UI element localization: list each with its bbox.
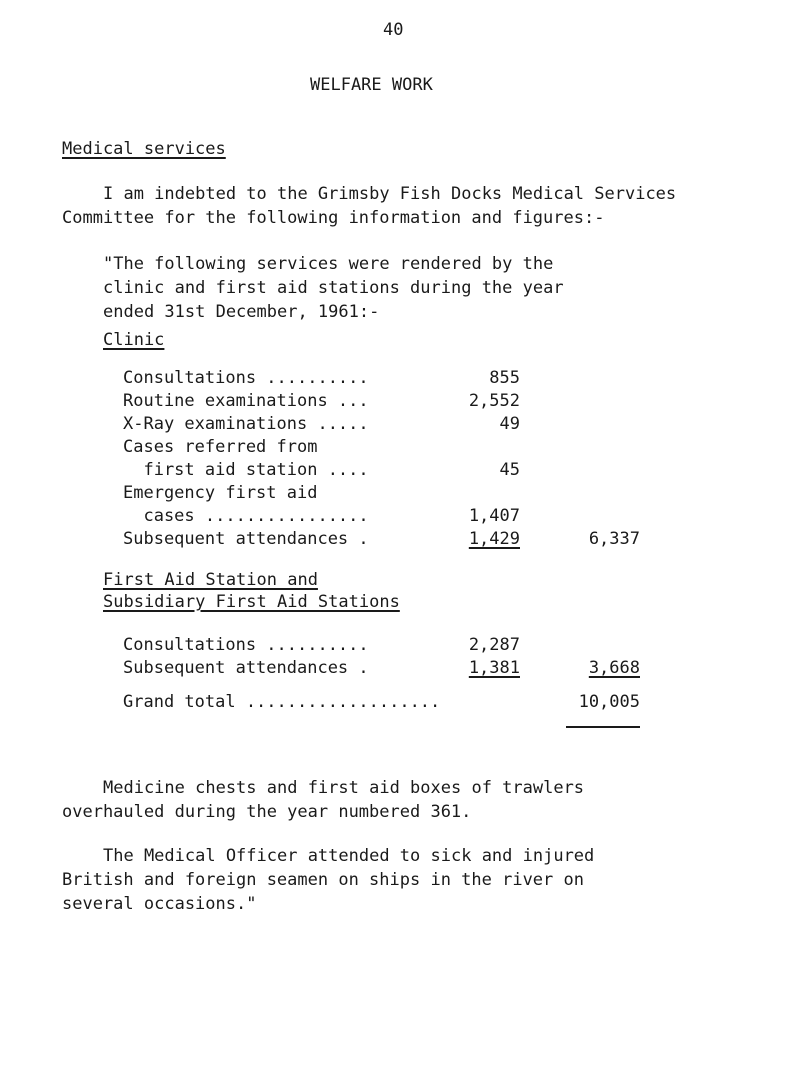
closing-line: The Medical Officer attended to sick and injured	[103, 846, 595, 866]
table-row-label: Consultations ..........	[123, 368, 369, 388]
section-title: Medical services	[62, 139, 226, 159]
clinic-title: Clinic	[103, 330, 165, 350]
table-row-value: 2,552	[468, 391, 520, 411]
table-row-label: Emergency first aid	[123, 483, 318, 503]
quote-line: ended 31st December, 1961:-	[103, 302, 380, 322]
grand-total-label: Grand total ...................	[123, 692, 441, 712]
intro-line: I am indebted to the Grimsby Fish Docks Medical Services	[103, 184, 677, 204]
closing-line: British and foreign seamen on ships in the river on	[62, 870, 584, 890]
grand-total-value: 10,005	[578, 692, 640, 712]
quote-line: clinic and first aid stations during the year	[103, 278, 564, 298]
first-aid-total: 3,668	[588, 658, 640, 678]
table-row-value: 45	[499, 460, 520, 480]
closing-line: overhauled during the year numbered 361.	[62, 802, 472, 822]
page-number: 40	[383, 20, 404, 40]
clinic-total: 6,337	[588, 529, 640, 549]
closing-line: several occasions."	[62, 894, 257, 914]
table-row-label: Cases referred from	[123, 437, 318, 457]
table-row-value: 1,407	[468, 506, 520, 526]
table-row-label: Subsequent attendances .	[123, 658, 369, 678]
table-row-value: 1,381	[468, 658, 520, 678]
first-aid-title: Subsidiary First Aid Stations	[103, 592, 400, 612]
table-row-label: Subsequent attendances .	[123, 529, 369, 549]
table-row-label: X-Ray examinations .....	[123, 414, 369, 434]
closing-line: Medicine chests and first aid boxes of trawlers	[103, 778, 585, 798]
intro-line: Committee for the following information and figures:-	[62, 208, 605, 228]
table-row-value: 2,287	[468, 635, 520, 655]
table-row-value: 1,429	[468, 529, 520, 549]
table-row-label: cases ................	[123, 506, 369, 526]
table-row-value: 49	[499, 414, 520, 434]
table-row-label: first aid station ....	[123, 460, 369, 480]
table-row-value: 855	[489, 368, 520, 388]
page-heading: WELFARE WORK	[310, 75, 433, 95]
quote-line: "The following services were rendered by the	[103, 254, 554, 274]
table-row-label: Consultations ..........	[123, 635, 369, 655]
table-row-label: Routine examinations ...	[123, 391, 369, 411]
grand-total-rule	[566, 726, 640, 728]
first-aid-title: First Aid Station and	[103, 570, 318, 590]
